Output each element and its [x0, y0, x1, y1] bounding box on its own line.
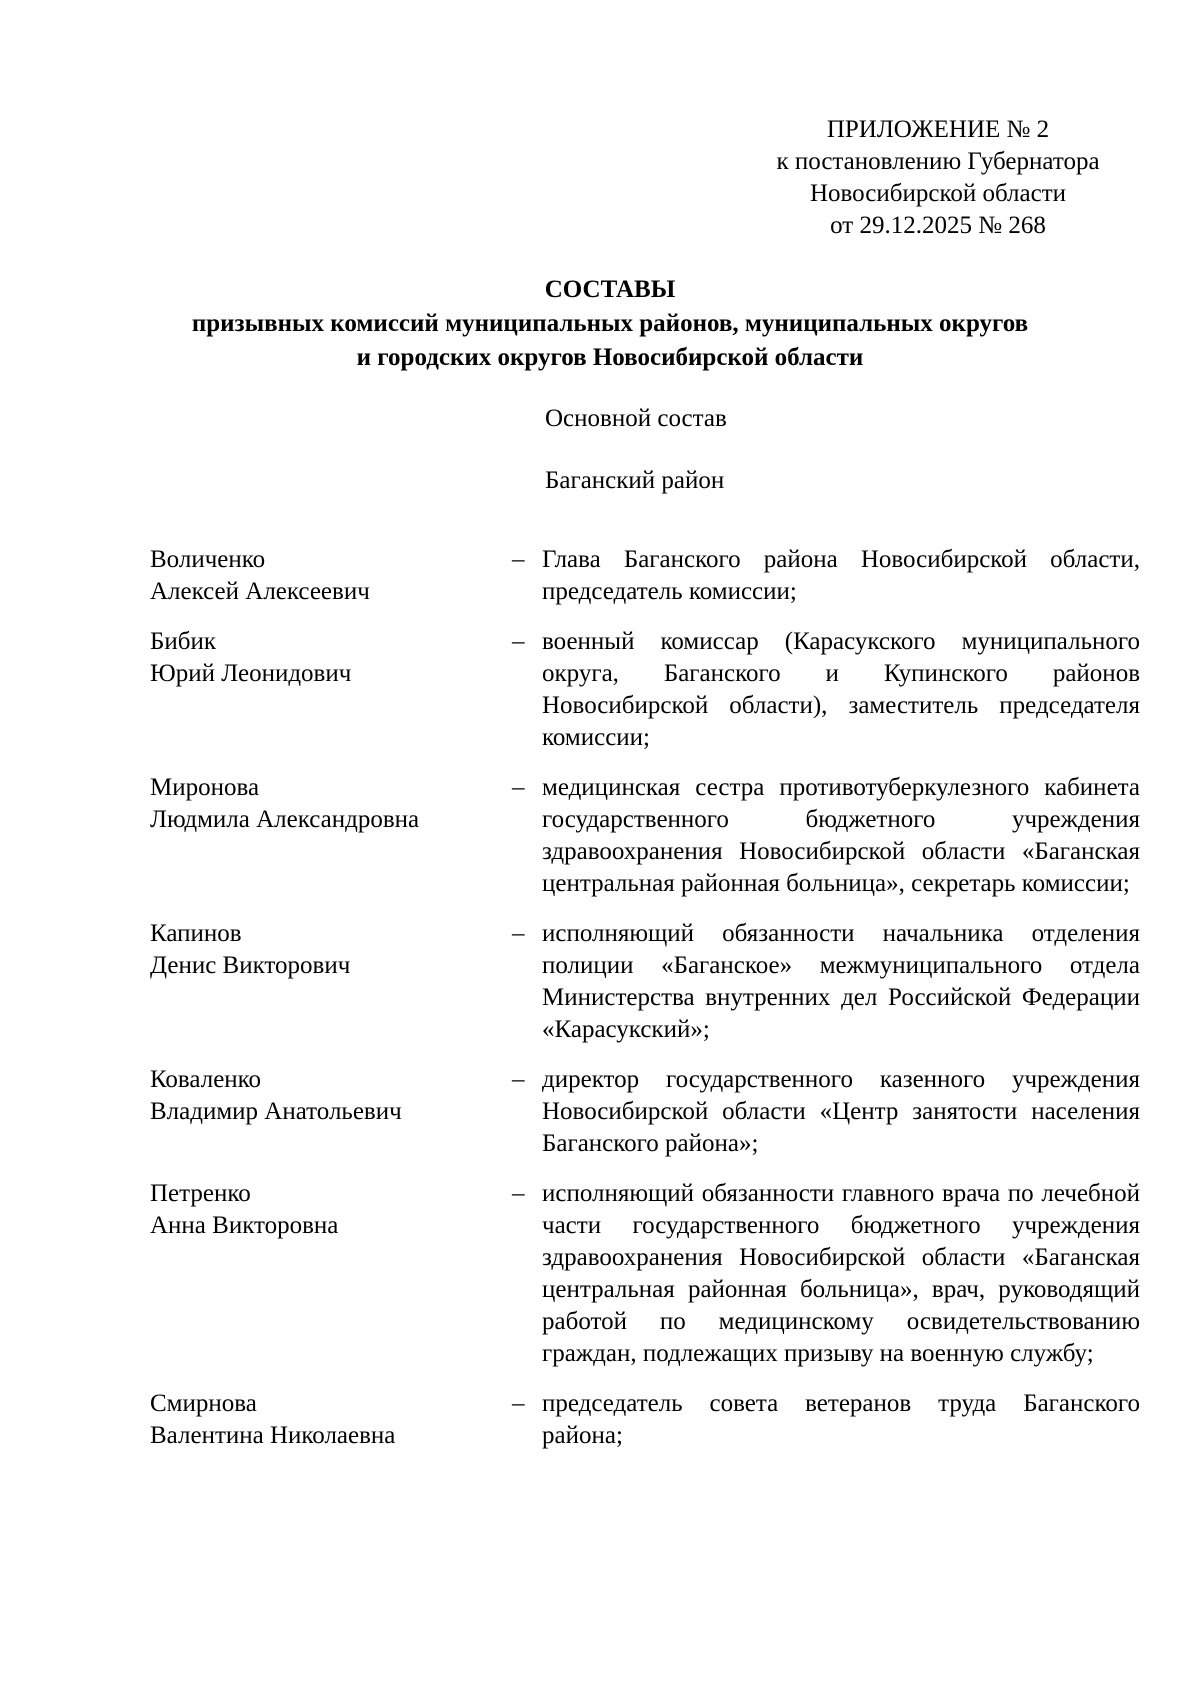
- member-name: [150, 1388, 512, 1452]
- title-line-1: призывных комиссий муниципальных районов, муниципальных округов: [191, 310, 1029, 337]
- appendix-number: ПРИЛОЖЕНИЕ № 2: [826, 116, 1050, 143]
- member-entry: [150, 1064, 1140, 1160]
- member-role: Глава Баганского района Новосибирской области, председатель комиссии;: [542, 546, 1140, 605]
- member-role: военный комиссар (Карасукского муниципального округа, Баганского и Купинского районов Новосибирской области), заместитель председателя комиссии;: [542, 628, 1140, 751]
- member-entry: [150, 772, 1140, 900]
- member-given-names: Анна Викторовна: [150, 1212, 339, 1239]
- member-entry: [150, 1388, 1140, 1452]
- dash-separator: –: [512, 546, 525, 573]
- member-name: [150, 918, 512, 1046]
- dash-separator: –: [512, 1066, 525, 1093]
- document-title: [100, 273, 1120, 375]
- member-surname: Смирнова: [150, 1390, 257, 1417]
- section-heading: Основной состав: [545, 405, 727, 432]
- appendix-region: Новосибирской области: [809, 180, 1067, 207]
- member-entry: [150, 626, 1140, 754]
- member-surname: Бибик: [150, 628, 216, 655]
- appendix-header: [748, 114, 1128, 242]
- member-role: исполняющий обязанности начальника отделения полиции «Баганское» межмуниципального отдела Министерства внутренних дел Российской Федерации «Карасукский»;: [542, 920, 1140, 1043]
- district-heading: Баганский район: [545, 467, 725, 494]
- member-name: [150, 626, 512, 754]
- dash-separator: –: [512, 920, 525, 947]
- member-name: [150, 772, 512, 900]
- dash-separator: –: [512, 1180, 525, 1207]
- title-line-2: и городских округов Новосибирской области: [356, 344, 864, 371]
- member-given-names: Валентина Николаевна: [150, 1422, 396, 1449]
- member-entry: [150, 1178, 1140, 1370]
- member-role: директор государственного казенного учреждения Новосибирской области «Центр занятости населения Баганского района»;: [542, 1066, 1140, 1157]
- member-surname: Петренко: [150, 1180, 251, 1207]
- member-entry: [150, 918, 1140, 1046]
- member-surname: Капинов: [150, 920, 242, 947]
- member-given-names: Денис Викторович: [150, 952, 351, 979]
- member-role: исполняющий обязанности главного врача по лечебной части государственного бюджетного учреждения здравоохранения Новосибирской области «Баганская центральная районная больница», врач, руководящий работой по медицинскому освидетельствованию граждан, подлежащих призыву на военную службу;: [542, 1180, 1140, 1367]
- member-given-names: Алексей Алексеевич: [150, 578, 370, 605]
- member-surname: Коваленко: [150, 1066, 262, 1093]
- member-name: [150, 1064, 512, 1160]
- member-surname: Воличенко: [150, 546, 266, 573]
- dash-separator: –: [512, 1390, 525, 1417]
- title-main: СОСТАВЫ: [544, 276, 676, 303]
- member-role: медицинская сестра противотуберкулезного кабинета государственного бюджетного учреждения здравоохранения Новосибирской области «Баганская центральная районная больница», секретарь комиссии;: [542, 774, 1140, 897]
- member-role: председатель совета ветеранов труда Баганского района;: [542, 1390, 1140, 1449]
- appendix-date-number: от 29.12.2025 № 268: [830, 212, 1046, 239]
- members-list: [150, 544, 1140, 1470]
- member-entry: [150, 544, 1140, 608]
- member-name: [150, 1178, 512, 1370]
- member-given-names: Юрий Леонидович: [150, 660, 352, 687]
- member-given-names: Людмила Александровна: [150, 806, 420, 833]
- member-given-names: Владимир Анатольевич: [150, 1098, 402, 1125]
- dash-separator: –: [512, 628, 525, 655]
- member-surname: Миронова: [150, 774, 260, 801]
- dash-separator: –: [512, 774, 525, 801]
- appendix-ref: к постановлению Губернатора: [776, 148, 1100, 175]
- member-name: [150, 544, 512, 608]
